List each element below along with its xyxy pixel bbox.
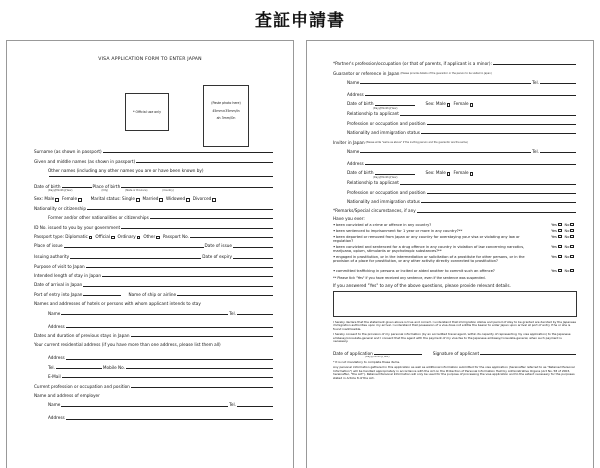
signature-label: Signature of applicant bbox=[432, 350, 480, 356]
employer-row bbox=[34, 389, 274, 398]
inviter-note: (Please write "same as above" if the inviting person and the guarantor are the same) bbox=[365, 141, 468, 145]
no-label: No bbox=[564, 222, 570, 227]
question-row: •been convicted of a crime or offence in any country? Yes No bbox=[333, 223, 577, 229]
hotel-tel-field[interactable] bbox=[237, 314, 273, 315]
question-3: been deported or removed from Japan or any country for overstaying your visa or violating any law or regulation? bbox=[333, 234, 520, 243]
guarantor-note: (Please provide details of the guarantor or the person to be visited in Japan) bbox=[400, 72, 492, 76]
no-label: No bbox=[564, 244, 570, 249]
g-address-label: Address bbox=[347, 91, 364, 97]
i-tel-field[interactable] bbox=[540, 152, 576, 153]
hotel-name-field[interactable] bbox=[61, 314, 228, 315]
email-label: E-Mail bbox=[48, 374, 61, 380]
purpose-field[interactable] bbox=[86, 267, 273, 268]
profession-row bbox=[34, 379, 274, 388]
question-4: been convicted and sentenced for a drug offence in any country in violation of law concerning narcotics, marijuana, opium, stimulants or psychotropic substances?** bbox=[333, 244, 525, 253]
employer-address-label: Address bbox=[48, 415, 65, 421]
i-tel-label: Tel. bbox=[532, 148, 539, 154]
remarks-row bbox=[333, 204, 577, 213]
hotel-name-row bbox=[34, 306, 274, 315]
surname-label: Surname (as shown in passport) bbox=[34, 149, 102, 155]
form-fields-1 bbox=[34, 145, 274, 421]
g-nationality-field[interactable] bbox=[421, 133, 576, 134]
place-issue-label: Place of issue bbox=[34, 243, 63, 249]
employer-address-field[interactable] bbox=[66, 419, 273, 420]
residential-label: Your current residential address (if you have more than one address, please list them all) bbox=[34, 342, 221, 348]
port-row bbox=[34, 288, 274, 297]
state-hint: (State or Province) bbox=[125, 189, 148, 192]
email-row bbox=[34, 370, 274, 379]
document-title: 査証申請書 bbox=[255, 11, 345, 31]
if-yes-label: If you answered "Yes" to any of the above questions, please provide relevant details. bbox=[333, 282, 511, 288]
g-name-label: Name bbox=[347, 79, 360, 85]
q3-yes-checkbox[interactable] bbox=[558, 235, 562, 239]
details-textbox[interactable] bbox=[333, 291, 577, 317]
date-app-field[interactable] bbox=[374, 354, 422, 355]
please-tick-note: ** Please tick "Yes" if you have received any sentence, even if the sentence was suspended. bbox=[333, 275, 486, 280]
i-profession-row bbox=[333, 186, 577, 195]
g-dob-label: Date of birth bbox=[347, 101, 374, 107]
form-title: VISA APPLICATION FORM TO ENTER JAPAN bbox=[98, 57, 202, 62]
yes-label: Yes bbox=[551, 228, 557, 233]
i-nationality-label: Nationality and immigration status bbox=[347, 199, 420, 205]
intended-stay-row bbox=[34, 269, 274, 278]
other-names-label: Other names (including any other names you are or have been known by) bbox=[48, 167, 204, 173]
intended-stay-field[interactable] bbox=[102, 276, 273, 277]
g-profession-label: Profession or occupation and position bbox=[347, 120, 426, 126]
g-address-field[interactable] bbox=[365, 95, 576, 96]
question-row: •been convicted and sentenced for a drug offence in any country in violation of law concerning narcotics, marijuana, opium, stimulants or psychotropic substances?** Yes No bbox=[333, 245, 577, 255]
g-tel-label: Tel. bbox=[532, 79, 539, 85]
authority-row bbox=[34, 249, 274, 260]
i-dob-row bbox=[333, 166, 577, 175]
i-profession-field[interactable] bbox=[427, 193, 576, 194]
id-no-field[interactable] bbox=[121, 228, 273, 229]
sig-hint-row bbox=[333, 356, 577, 359]
date-app-hint: (Day)/(Month)/(Year) bbox=[365, 355, 390, 359]
nationality-field[interactable] bbox=[87, 209, 273, 210]
no-label: No bbox=[564, 254, 570, 259]
port-field[interactable] bbox=[83, 295, 121, 296]
q1-no-checkbox[interactable] bbox=[570, 223, 574, 227]
sex-label: Sex: Male bbox=[34, 196, 55, 202]
surname-field[interactable] bbox=[103, 152, 273, 153]
question-5: engaged in prostitution, or in the intermediation or solicitation of a prostitute for other persons, or in the provision of a place for prostitution, or any other activity directly connected to prostitution? bbox=[333, 254, 525, 263]
ship-label: Name of ship or airline bbox=[128, 291, 177, 297]
date-expiry-field[interactable] bbox=[233, 258, 273, 259]
q5-no-checkbox[interactable] bbox=[570, 255, 574, 259]
g-name-row bbox=[333, 76, 577, 85]
intended-stay-label: Intended length of stay in Japan bbox=[34, 273, 102, 279]
other-names-field[interactable] bbox=[49, 176, 273, 177]
g-relationship-label: Relationship to applicant bbox=[347, 111, 399, 117]
nationality-row bbox=[34, 202, 274, 211]
res-address-field[interactable] bbox=[66, 359, 273, 360]
guarantor-label: Guarantor or reference in Japan bbox=[333, 70, 400, 76]
g-address-row bbox=[333, 85, 577, 97]
form-fields-2 bbox=[333, 57, 577, 380]
q1-yes-checkbox[interactable] bbox=[558, 223, 562, 227]
inviter-label: Inviter in Japan bbox=[333, 139, 365, 145]
issuing-authority-field[interactable] bbox=[70, 258, 201, 259]
employer-name-label: Name bbox=[48, 402, 61, 408]
pob-label: Place of birth bbox=[92, 183, 121, 189]
email-field[interactable] bbox=[62, 377, 273, 378]
employer-address-row bbox=[34, 408, 274, 421]
issuing-authority-label: Issuing authority bbox=[34, 254, 70, 260]
date-issue-field[interactable] bbox=[233, 247, 273, 248]
prev-stays-field[interactable] bbox=[131, 336, 274, 337]
photo-label: (Paste photo here) bbox=[211, 101, 241, 105]
divorced-label: Divorced bbox=[192, 196, 212, 202]
res-tel-row bbox=[34, 361, 274, 370]
g-relationship-field[interactable] bbox=[400, 115, 576, 116]
q3-no-checkbox[interactable] bbox=[570, 235, 574, 239]
pob-field[interactable] bbox=[121, 187, 273, 188]
q4-yes-checkbox[interactable] bbox=[558, 245, 562, 249]
former-nationality-field[interactable] bbox=[150, 218, 273, 219]
residential-row bbox=[34, 338, 274, 347]
employer-tel-field[interactable] bbox=[237, 406, 273, 407]
other-names-row bbox=[34, 164, 274, 173]
prev-stays-label: Dates and duration of previous stays in Japan bbox=[34, 333, 130, 339]
declaration-2: I hereby consent to the provision of my personal information (by an accredited travel agent, within its capacity of representing my visa application) to the Japanese embassy/consulate-general and I consent that the agent with the payment of my visa fee to the Japanese embassy/consulate-general, when such payment is necessary. bbox=[333, 332, 571, 344]
profession-label: Current profession or occupation and position bbox=[34, 383, 130, 389]
yes-label: Yes bbox=[551, 234, 557, 239]
question-6: committed trafficking in persons or incited or aided another to commit such an offence? bbox=[336, 268, 495, 273]
photo-box bbox=[203, 85, 249, 147]
remarks-field[interactable] bbox=[417, 212, 576, 213]
i-address-label: Address bbox=[347, 160, 364, 166]
id-no-label: ID No. issued to you by your government bbox=[34, 224, 121, 230]
g-profession-field[interactable] bbox=[427, 124, 576, 125]
no-label: No bbox=[564, 268, 570, 273]
form-page-2 bbox=[306, 40, 594, 468]
yes-label: Yes bbox=[551, 244, 557, 249]
ordinary-label: Ordinary bbox=[117, 233, 136, 239]
port-label: Port of entry into Japan bbox=[34, 291, 83, 297]
female-label: Female bbox=[61, 196, 78, 202]
remarks-label: *Remarks/Special circumstances, if any bbox=[333, 208, 416, 214]
photo-note: ah 3mm/On bbox=[216, 116, 236, 121]
g-nationality-row bbox=[333, 126, 577, 135]
partner-row bbox=[333, 57, 577, 66]
country-hint: (Country) bbox=[162, 189, 174, 192]
q2-yes-checkbox[interactable] bbox=[558, 229, 562, 233]
g-name-field[interactable] bbox=[360, 83, 531, 84]
purpose-label: Purpose of visit to Japan bbox=[34, 263, 85, 269]
have-you-ever-label: Have you ever: bbox=[333, 216, 365, 222]
date-expiry-label: Date of expiry bbox=[202, 254, 232, 260]
former-nationality-row bbox=[34, 211, 274, 220]
question-row: •engaged in prostitution, or in the intermediation or solicitation of a prostitute for other persons, or in the provision of a place for prostitution, or any other activity directly connected to prostitution? Yes No bbox=[333, 255, 577, 269]
nationality-label: Nationality or citizenship bbox=[34, 205, 87, 211]
hotel-address-field[interactable] bbox=[66, 327, 273, 328]
mobile-field[interactable] bbox=[126, 368, 273, 369]
i-dob-hint: (Day)/(Month)/(Year) bbox=[373, 176, 398, 180]
surname-row bbox=[34, 145, 274, 154]
i-nationality-field[interactable] bbox=[421, 202, 576, 203]
not-mandatory-note: * It is not mandatory to complete these items. bbox=[333, 359, 401, 364]
res-tel-field[interactable] bbox=[56, 368, 102, 369]
inviter-row bbox=[333, 135, 577, 144]
no-label: No bbox=[564, 228, 570, 233]
official-use-box bbox=[125, 93, 169, 131]
i-dob-field[interactable] bbox=[375, 174, 415, 175]
yes-label: Yes bbox=[551, 254, 557, 259]
yes-label: Yes bbox=[551, 222, 557, 227]
dob-label: Date of birth bbox=[34, 183, 61, 189]
guarantor-row bbox=[333, 66, 577, 75]
prev-stays-row bbox=[34, 329, 274, 338]
signature-field[interactable] bbox=[480, 354, 576, 355]
g-dob-row bbox=[333, 97, 577, 106]
passport-no-field[interactable] bbox=[190, 237, 273, 238]
passport-type-row bbox=[34, 230, 274, 239]
official-use-label: * Official use only bbox=[132, 110, 162, 114]
hotel-name-label: Name bbox=[48, 310, 61, 316]
date-app-label: Date of application bbox=[333, 350, 373, 356]
question-row: •committed trafficking in persons or incited or aided another to commit such an offence? Yes No bbox=[333, 269, 577, 275]
married-label: Married bbox=[142, 196, 159, 202]
hotel-address-row bbox=[34, 316, 274, 329]
employer-name-field[interactable] bbox=[61, 406, 228, 407]
profession-field[interactable] bbox=[131, 387, 273, 388]
passport-type-label: Passport type: Diplomatic bbox=[34, 233, 88, 239]
i-relationship-label: Relationship to applicant bbox=[347, 180, 399, 186]
q6-yes-checkbox[interactable] bbox=[558, 269, 562, 273]
res-address-label: Address bbox=[48, 355, 65, 361]
i-name-field[interactable] bbox=[360, 152, 531, 153]
g-profession-row bbox=[333, 117, 577, 126]
mobile-label: Mobile No. bbox=[102, 364, 125, 370]
partner-field[interactable] bbox=[493, 64, 576, 65]
given-names-label: Given and middle names (as shown in passport) bbox=[34, 158, 136, 164]
partner-label: *Partner's profession/occupation (or that of parents, if applicant is a minor): bbox=[333, 61, 492, 67]
dob-hint: (Day)/(Month)/(Year) bbox=[48, 189, 73, 192]
place-issue-field[interactable] bbox=[64, 247, 204, 248]
issue-row bbox=[34, 239, 274, 248]
question-2: been sentenced to imprisonment for 1 year or more in any country?** bbox=[336, 228, 463, 233]
birth-row bbox=[34, 178, 274, 189]
passport-no-label: Passport No. bbox=[162, 233, 189, 239]
no-label: No bbox=[564, 234, 570, 239]
g-female-label: Female bbox=[453, 101, 469, 107]
question-row: •been sentenced to imprisonment for 1 year or more in any country?** Yes No bbox=[333, 229, 577, 235]
hotel-address-label: Address bbox=[48, 323, 65, 329]
arrival-row bbox=[34, 278, 274, 287]
arrival-label: Date of arrival in Japan bbox=[34, 282, 83, 288]
g-tel-field[interactable] bbox=[540, 83, 576, 84]
dob-field[interactable] bbox=[62, 187, 92, 188]
form-page-1 bbox=[6, 40, 294, 468]
yes-label: Yes bbox=[551, 268, 557, 273]
i-name-row bbox=[333, 145, 577, 154]
arrival-field[interactable] bbox=[83, 286, 273, 287]
q2-no-checkbox[interactable] bbox=[570, 229, 574, 233]
g-sex-label: Sex: Male bbox=[425, 101, 446, 107]
privacy-note: Any personal information gathered in this application as well as additional information submitted for the visa application (hereinafter referred to as "Retained Personal Information") will be handled appropriately in accordance with the Act on the Protection of Personal Information Held by Administrative Organs (Act No. 58 of 2003, hereinafter, "the Act"). Retained Personal Information will only be used for the purpose of processing the visa application and to the extent necessary for the purposes stated in Article 8 of the Act. bbox=[333, 365, 575, 380]
g-nationality-label: Nationality and immigration status bbox=[347, 130, 420, 136]
g-dob-field[interactable] bbox=[375, 105, 415, 106]
city-hint: (City) bbox=[101, 189, 109, 192]
i-name-label: Name bbox=[347, 148, 360, 154]
q5-yes-checkbox[interactable] bbox=[558, 255, 562, 259]
employer-tel-label: Tel. bbox=[229, 402, 236, 408]
hotel-tel-label: Tel. bbox=[229, 310, 236, 316]
questions-list bbox=[333, 223, 577, 275]
declaration-1: I hereby declare that the statement given above is true and correct. I understand that immigration status and period of stay to be granted are decided by the Japanese immigration authorities upon my arrival. I understand that possession of a visa does not entitle the bearer to enter Japan upon arrival at port of entry if he or she is found inadmissible. bbox=[333, 319, 577, 331]
hotels-label: Names and addresses of hotels or persons with whom applicant intends to stay bbox=[34, 301, 201, 307]
i-address-row bbox=[333, 154, 577, 166]
given-names-row bbox=[34, 154, 274, 163]
have-you-ever-row bbox=[333, 214, 577, 222]
q4-no-checkbox[interactable] bbox=[570, 245, 574, 249]
i-profession-label: Profession or occupation and position bbox=[347, 189, 426, 195]
i-dob-label: Date of birth bbox=[347, 170, 374, 176]
res-address-row bbox=[34, 348, 274, 361]
photo-size: 45mm×35mm/In bbox=[212, 108, 240, 113]
ship-field[interactable] bbox=[177, 295, 273, 296]
question-1: been convicted of a crime or offence in any country? bbox=[336, 222, 432, 227]
employer-label: Name and address of employer bbox=[34, 393, 100, 398]
id-no-row bbox=[34, 220, 274, 229]
given-names-field[interactable] bbox=[136, 162, 273, 163]
i-address-field[interactable] bbox=[365, 164, 576, 165]
former-nationality-label: Former and/or other nationalities or citizenships bbox=[48, 215, 149, 221]
res-tel-label: Tel. bbox=[48, 364, 55, 370]
question-row: •been deported or removed from Japan or any country for overstaying your visa or violating any law or regulation? Yes No bbox=[333, 235, 577, 245]
q6-no-checkbox[interactable] bbox=[570, 269, 574, 273]
i-nationality-row bbox=[333, 195, 577, 204]
marital-label: Marital status: Single bbox=[90, 196, 135, 202]
hotels-row bbox=[34, 297, 274, 306]
employer-name-row bbox=[34, 398, 274, 407]
g-dob-hint: (Day)/(Month)/(Year) bbox=[373, 107, 398, 111]
i-female-label: Female bbox=[453, 170, 469, 176]
purpose-row bbox=[34, 260, 274, 269]
date-issue-label: Date of issue bbox=[204, 243, 232, 249]
other-label: Other bbox=[143, 233, 156, 239]
i-sex-label: Sex: Male bbox=[425, 170, 446, 176]
official-label: Official bbox=[95, 233, 110, 239]
widowed-label: Widowed bbox=[166, 196, 186, 202]
i-relationship-field[interactable] bbox=[400, 184, 576, 185]
